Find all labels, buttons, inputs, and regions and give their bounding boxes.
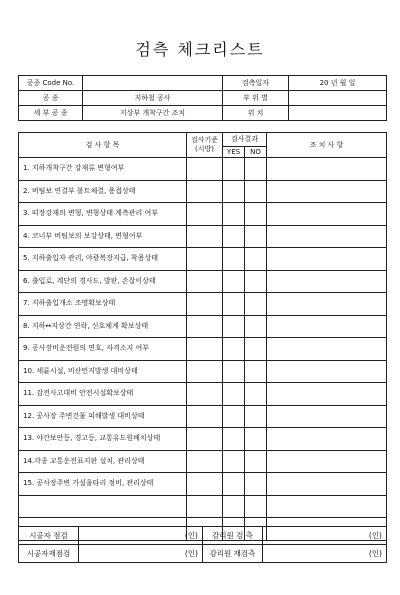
action-cell[interactable]	[267, 428, 387, 451]
location-label: 위 치	[223, 106, 289, 121]
no-cell[interactable]	[245, 225, 267, 248]
supervisor-inspect-seal[interactable]: (인)	[263, 527, 387, 545]
code-value[interactable]	[83, 76, 223, 91]
table-row	[19, 293, 387, 316]
table-row	[19, 405, 387, 428]
criteria-cell[interactable]	[187, 180, 223, 203]
table-row	[19, 428, 387, 451]
yes-cell[interactable]	[223, 338, 245, 361]
info-row-detail	[19, 106, 387, 121]
table-row	[19, 248, 387, 271]
criteria-cell[interactable]	[187, 203, 223, 226]
item-label: 14.각종 교통운전표지판 설치, 관리상태	[19, 450, 187, 473]
criteria-cell[interactable]	[187, 338, 223, 361]
yes-cell[interactable]	[223, 225, 245, 248]
yes-cell[interactable]	[223, 293, 245, 316]
table-header-row	[19, 133, 387, 147]
action-cell[interactable]	[267, 473, 387, 496]
item-label: 1. 지하개착구간 강재류 변형여부	[19, 158, 187, 181]
yes-cell[interactable]	[223, 158, 245, 181]
no-cell[interactable]	[245, 315, 267, 338]
item-label	[19, 495, 187, 518]
table-row	[19, 158, 387, 181]
item-label: 10. 세륜시설, 비산먼지발생 대비상태	[19, 360, 187, 383]
no-cell[interactable]	[245, 495, 267, 518]
criteria-cell[interactable]	[187, 315, 223, 338]
item-label: 5. 지하출입자 관리, 야광복장지급, 착용상태	[19, 248, 187, 271]
yes-cell[interactable]	[223, 450, 245, 473]
action-cell[interactable]	[267, 315, 387, 338]
table-row	[19, 360, 387, 383]
yes-cell[interactable]	[223, 270, 245, 293]
date-value[interactable]: 20 년 월 일	[289, 76, 387, 91]
table-row	[19, 473, 387, 496]
header-yes: YES	[223, 147, 245, 158]
table-row	[19, 450, 387, 473]
action-cell[interactable]	[267, 360, 387, 383]
info-row-code	[19, 76, 387, 91]
table-row	[19, 338, 387, 361]
no-cell[interactable]	[245, 450, 267, 473]
yes-cell[interactable]	[223, 473, 245, 496]
yes-cell[interactable]	[223, 180, 245, 203]
location-value[interactable]	[289, 106, 387, 121]
criteria-cell[interactable]	[187, 473, 223, 496]
action-cell[interactable]	[267, 338, 387, 361]
info-table	[18, 75, 387, 121]
no-cell[interactable]	[245, 293, 267, 316]
contractor-recheck-label: 시공자재점검	[19, 545, 79, 563]
item-label: 9. 공사장비운전원의 면호, 자격소지 여부	[19, 338, 187, 361]
signoff-table	[18, 526, 387, 563]
table-row	[19, 225, 387, 248]
item-label: 13. 야간보안등, 경고등, 교통유도원배치상태	[19, 428, 187, 451]
contractor-check-label: 시공자 점검	[19, 527, 79, 545]
criteria-cell[interactable]	[187, 248, 223, 271]
no-cell[interactable]	[245, 428, 267, 451]
action-cell[interactable]	[267, 248, 387, 271]
table-row	[19, 270, 387, 293]
part-value[interactable]	[289, 91, 387, 106]
yes-cell[interactable]	[223, 315, 245, 338]
table-row	[19, 315, 387, 338]
criteria-cell[interactable]	[187, 225, 223, 248]
action-cell[interactable]	[267, 405, 387, 428]
yes-cell[interactable]	[223, 428, 245, 451]
no-cell[interactable]	[245, 405, 267, 428]
table-row	[19, 383, 387, 406]
inspection-table	[18, 132, 387, 541]
yes-cell[interactable]	[223, 405, 245, 428]
table-row	[19, 495, 387, 518]
detail-type-label: 세 부 공 종	[19, 106, 83, 121]
item-label: 11. 감전사고대비 안전시설확보상태	[19, 383, 187, 406]
no-cell[interactable]	[245, 203, 267, 226]
action-cell[interactable]	[267, 293, 387, 316]
header-no: NO	[245, 147, 267, 158]
item-label: 2. 버팀보 연결부 볼트체결, 용접상태	[19, 180, 187, 203]
yes-cell[interactable]	[223, 248, 245, 271]
header-result: 검사결과	[223, 133, 267, 147]
item-label: 8. 지하↔지상간 연락, 신호체계 확보상태	[19, 315, 187, 338]
item-label: 6. 출입로, 계단의 경사도, 발판, 손잡이상태	[19, 270, 187, 293]
no-cell[interactable]	[245, 270, 267, 293]
action-cell[interactable]	[267, 383, 387, 406]
detail-type-value[interactable]: 지상부 개착구간 조치	[83, 106, 223, 121]
code-label: 공종 Code No.	[19, 76, 83, 91]
yes-cell[interactable]	[223, 360, 245, 383]
criteria-cell[interactable]	[187, 270, 223, 293]
action-cell[interactable]	[267, 270, 387, 293]
criteria-cell[interactable]	[187, 428, 223, 451]
header-item: 검 사 항 목	[19, 133, 187, 158]
item-label: 4. 코너부 버팀보의 보강상태, 변형여부	[19, 225, 187, 248]
item-label: 15. 공사장주변 가설울타리 정비, 관리상태	[19, 473, 187, 496]
work-type-label: 공 종	[19, 91, 83, 106]
no-cell[interactable]	[245, 158, 267, 181]
no-cell[interactable]	[245, 338, 267, 361]
criteria-cell[interactable]	[187, 495, 223, 518]
info-row-work	[19, 91, 387, 106]
contractor-recheck-seal[interactable]: (인)	[79, 545, 203, 563]
no-cell[interactable]	[245, 360, 267, 383]
action-cell[interactable]	[267, 450, 387, 473]
no-cell[interactable]	[245, 473, 267, 496]
action-cell[interactable]	[267, 203, 387, 226]
yes-cell[interactable]	[223, 495, 245, 518]
header-criteria: 검사기준 (시방)	[187, 133, 223, 158]
action-cell[interactable]	[267, 225, 387, 248]
item-label: 7. 지하출입개소 조명확보상태	[19, 293, 187, 316]
date-label: 검측일자	[223, 76, 289, 91]
page-title: 검측 체크리스트	[135, 40, 265, 59]
signoff-row-2	[19, 545, 387, 563]
work-type-value[interactable]: 지하철 공사	[83, 91, 223, 106]
criteria-cell[interactable]	[187, 360, 223, 383]
criteria-cell[interactable]	[187, 293, 223, 316]
part-label: 부 위 별	[223, 91, 289, 106]
no-cell[interactable]	[245, 248, 267, 271]
signoff-row-1	[19, 527, 387, 545]
action-cell[interactable]	[267, 158, 387, 181]
criteria-cell[interactable]	[187, 405, 223, 428]
action-cell[interactable]	[267, 495, 387, 518]
supervisor-reinspect-label: 감리원 재검측	[203, 545, 263, 563]
supervisor-inspect-label: 감리원 검 측	[203, 527, 263, 545]
yes-cell[interactable]	[223, 203, 245, 226]
criteria-cell[interactable]	[187, 450, 223, 473]
criteria-cell[interactable]	[187, 158, 223, 181]
item-label: 3. 띠장강재의 변형, 변형상태 계측관리 여부	[19, 203, 187, 226]
table-row	[19, 203, 387, 226]
contractor-check-seal[interactable]: (인)	[79, 527, 203, 545]
no-cell[interactable]	[245, 383, 267, 406]
supervisor-reinspect-seal[interactable]: (인)	[263, 545, 387, 563]
criteria-cell[interactable]	[187, 383, 223, 406]
item-label: 12. 공사장 주변건물 피해발생 대비상태	[19, 405, 187, 428]
header-action: 조 치 사 항	[267, 133, 387, 158]
yes-cell[interactable]	[223, 383, 245, 406]
table-row	[19, 180, 387, 203]
no-cell[interactable]	[245, 180, 267, 203]
action-cell[interactable]	[267, 180, 387, 203]
